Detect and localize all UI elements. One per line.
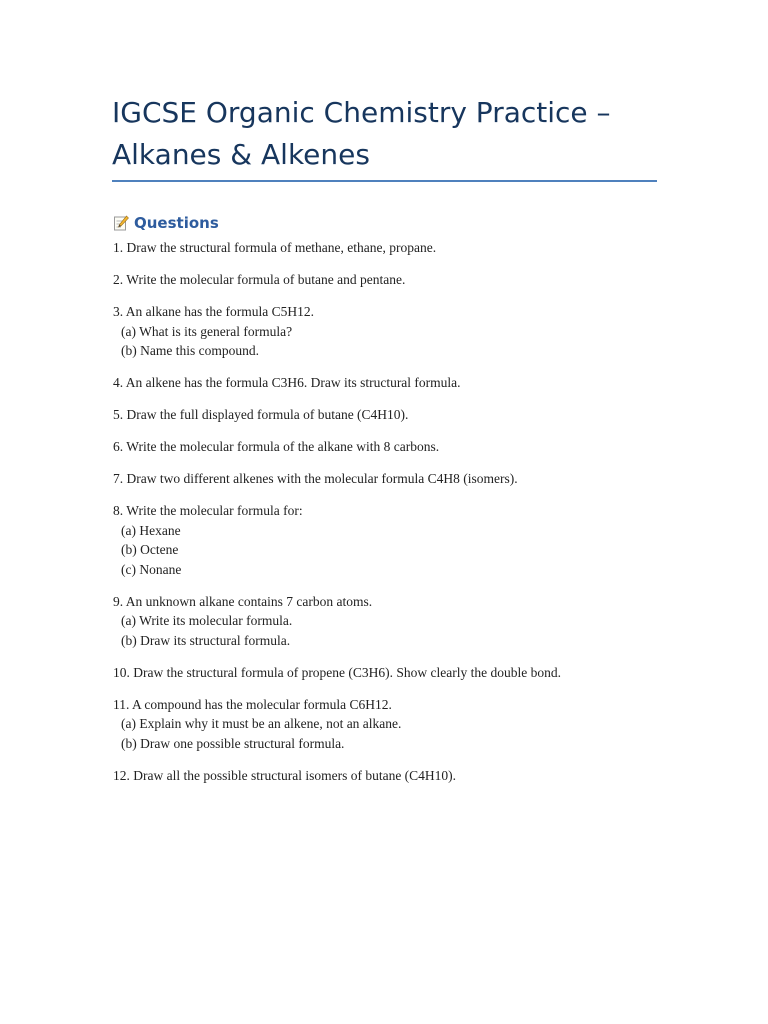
question-subpart: (a) Hexane xyxy=(121,522,181,538)
question-item xyxy=(113,238,673,258)
question-item xyxy=(113,663,673,683)
title-line-1: IGCSE Organic Chemistry Practice – xyxy=(112,96,611,129)
page-title xyxy=(112,92,672,176)
question-text: 4. An alkene has the formula C3H6. Draw its structural formula. xyxy=(113,375,461,390)
question-item xyxy=(113,592,673,651)
question-text: 10. Draw the structural formula of propene (C3H6). Show clearly the double bond. xyxy=(113,664,562,680)
question-text: 9. An unknown alkane contains 7 carbon atoms. xyxy=(113,593,373,609)
question-item xyxy=(113,270,673,290)
question-item xyxy=(113,695,673,754)
title-divider xyxy=(112,180,657,182)
question-text: 8. Write the molecular formula for: xyxy=(113,503,303,518)
question-subpart: (a) Write its molecular formula. xyxy=(121,613,293,628)
question-item xyxy=(113,437,673,457)
question-list xyxy=(113,238,673,798)
question-subpart: (c) Nonane xyxy=(121,561,182,577)
question-item xyxy=(113,469,673,489)
question-item xyxy=(113,501,673,579)
question-item xyxy=(113,373,673,393)
question-subpart: (a) Explain why it must be an alkene, not an alkane. xyxy=(121,716,402,731)
question-item xyxy=(113,766,673,786)
question-subpart: (b) Draw one possible structural formula. xyxy=(121,735,345,751)
question-subpart: (b) Draw its structural formula. xyxy=(121,632,291,648)
section-heading-label: Questions xyxy=(134,214,219,232)
question-text: 3. An alkane has the formula C5H12. xyxy=(113,304,314,319)
question-item xyxy=(113,302,673,361)
title-line-2: Alkanes & Alkenes xyxy=(112,138,370,171)
section-heading xyxy=(113,214,219,232)
question-text: 11. A compound has the molecular formula C6H12. xyxy=(113,696,392,712)
question-text: 1. Draw the structural formula of methane, ethane, propane. xyxy=(113,240,437,255)
question-text: 7. Draw two different alkenes with the molecular formula C4H8 (isomers). xyxy=(113,471,518,486)
question-text: 5. Draw the full displayed formula of butane (C4H10). xyxy=(113,407,409,422)
question-subpart: (b) Octene xyxy=(121,542,179,557)
question-item xyxy=(113,405,673,425)
question-subpart: (b) Name this compound. xyxy=(121,343,259,358)
question-text: 12. Draw all the possible structural isomers of butane (C4H10). xyxy=(113,767,457,783)
question-text: 6. Write the molecular formula of the alkane with 8 carbons. xyxy=(113,439,440,454)
question-subpart: (a) What is its general formula? xyxy=(121,323,293,339)
memo-icon xyxy=(113,215,129,231)
question-text: 2. Write the molecular formula of butane and pentane. xyxy=(113,272,406,287)
